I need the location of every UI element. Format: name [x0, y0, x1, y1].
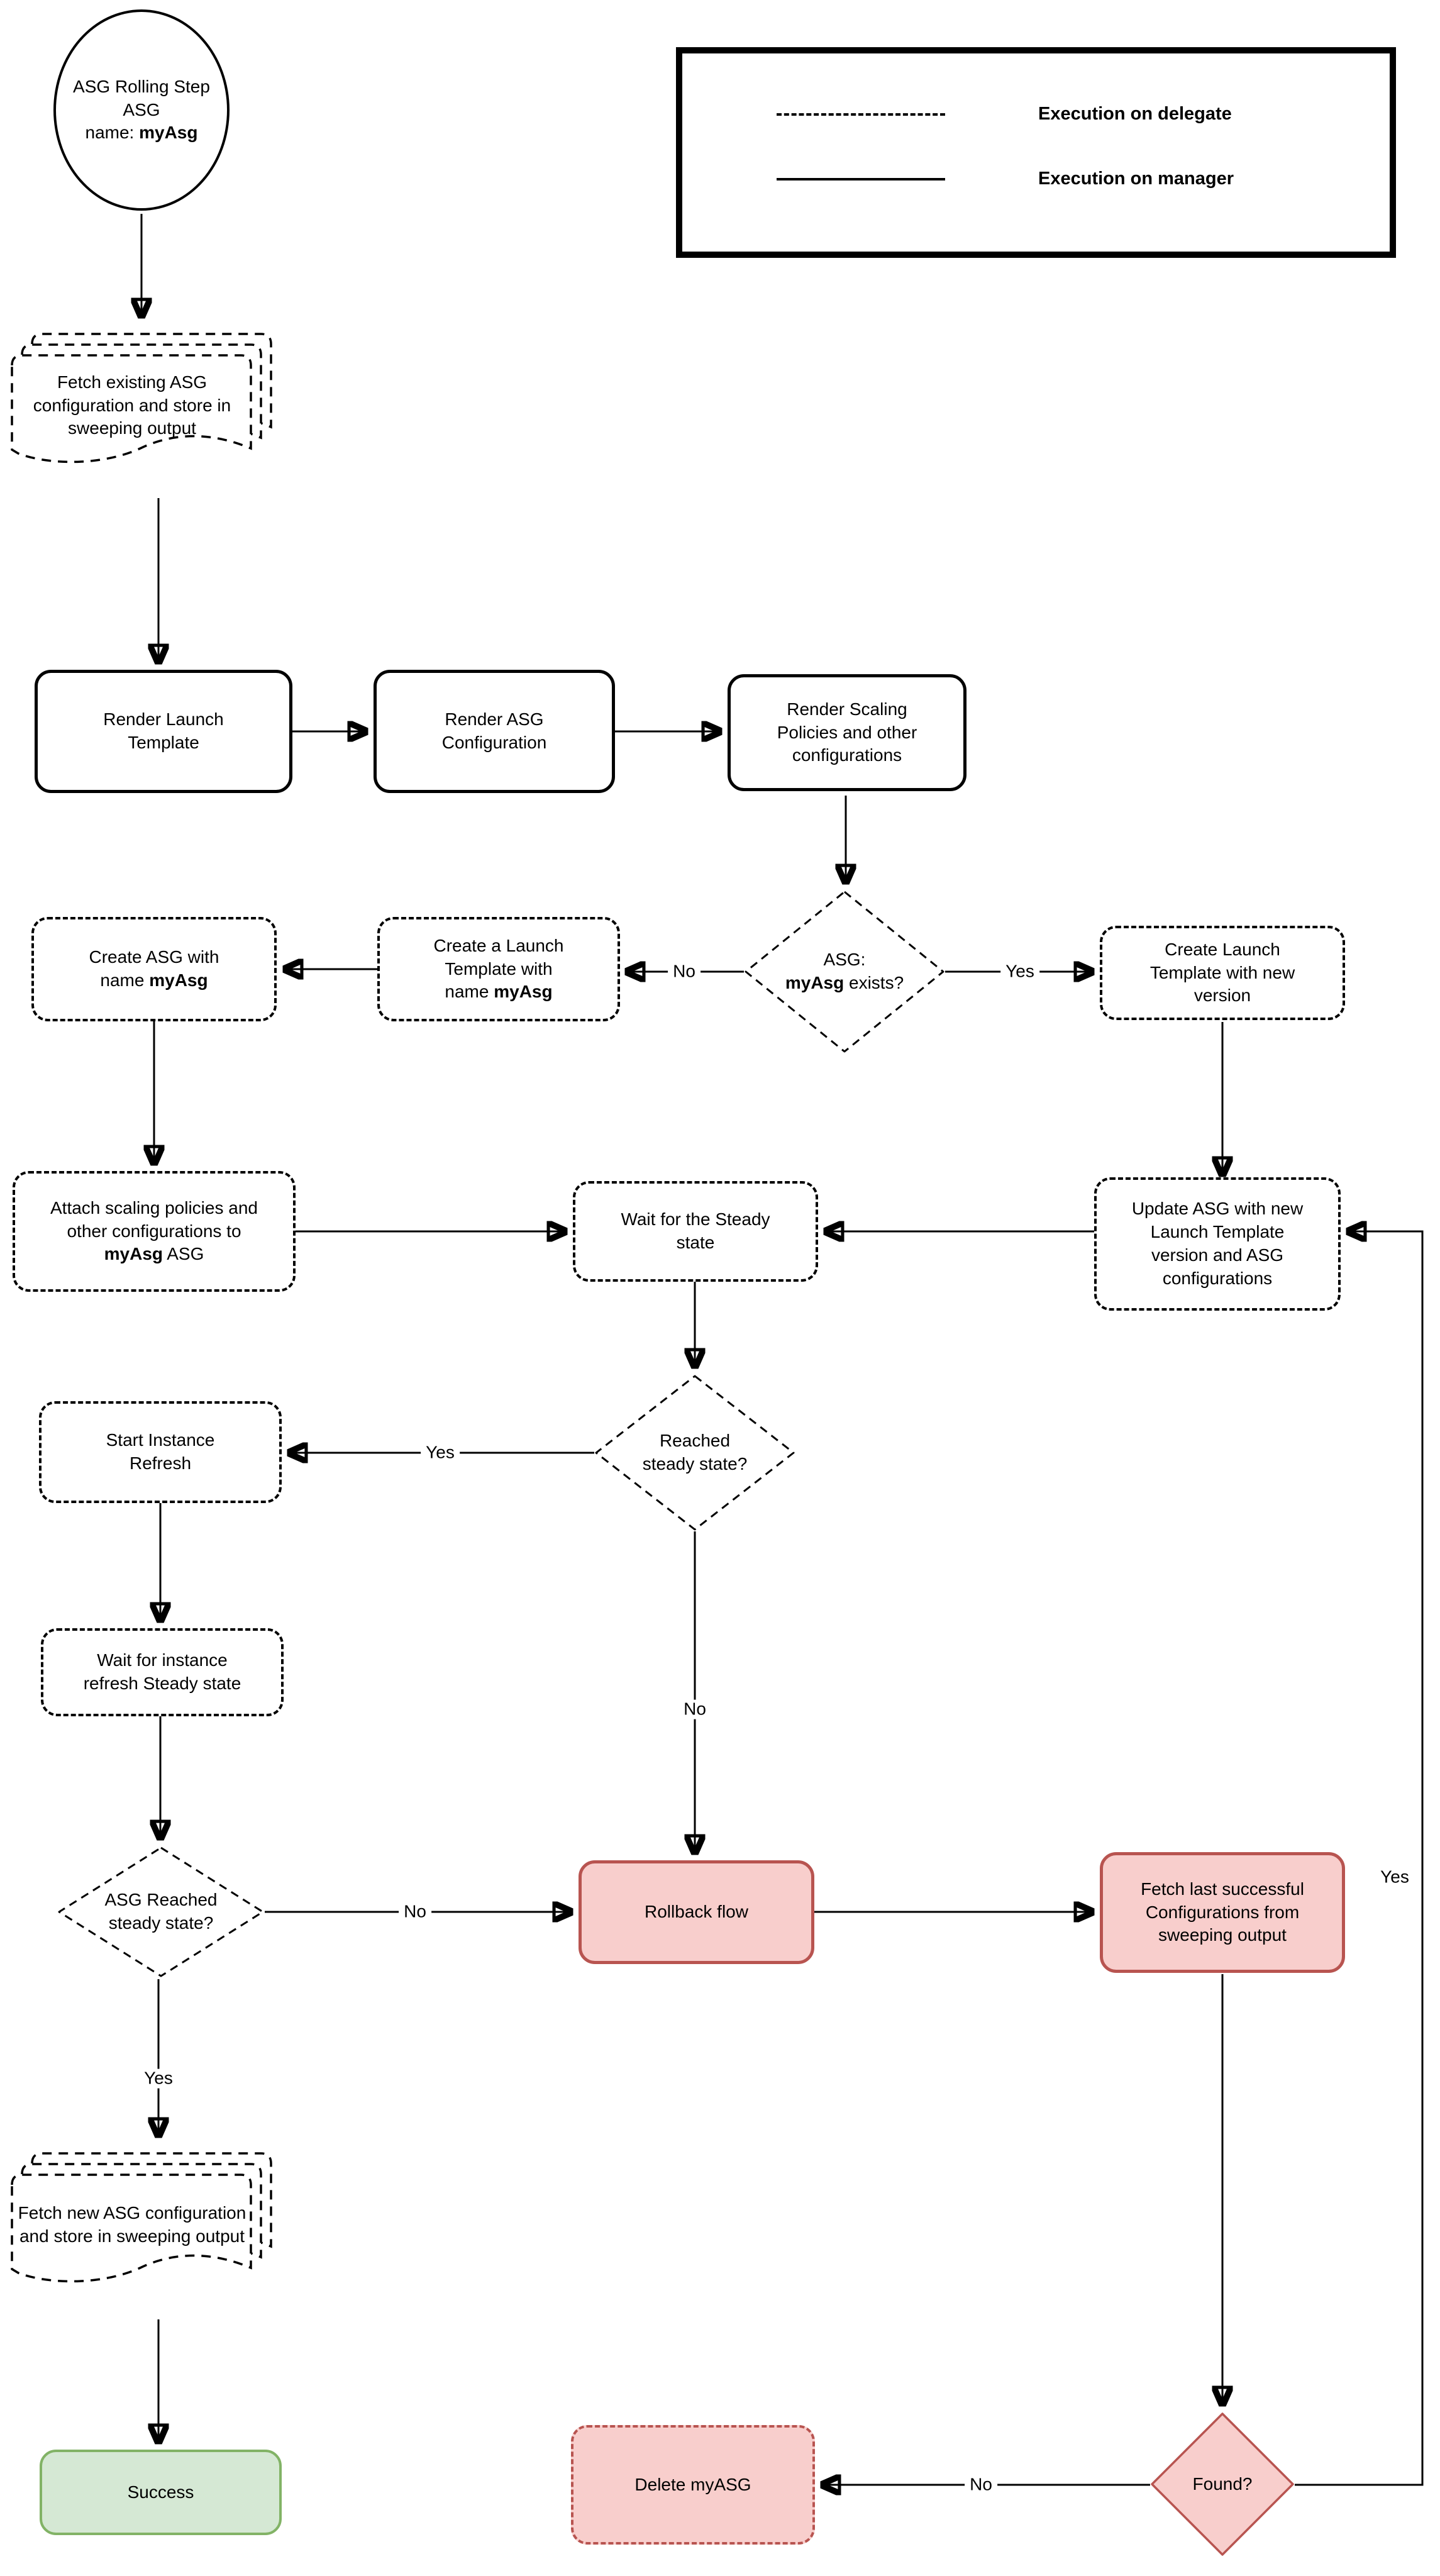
wait-instance-refresh-label: Wait for instance refresh Steady state — [83, 1650, 241, 1693]
attach-scaling-policies-label: Attach scaling policies and other configurations to myAsg ASG — [50, 1197, 258, 1264]
wait-instance-refresh-node — [41, 1628, 284, 1716]
start-instance-refresh-label: Start Instance Refresh — [106, 1430, 215, 1473]
edge-label-asg-reached-yes: Yes — [139, 2069, 178, 2089]
success-label: Success — [127, 2482, 194, 2502]
fetch-last-successful-label: Fetch last successful Configurations from sweeping output — [1141, 1879, 1304, 1945]
create-asg-node — [31, 917, 277, 1021]
rollback-flow-label: Rollback flow — [645, 1902, 748, 1922]
fetch-existing-asg-node — [9, 324, 283, 481]
render-launch-template-node — [35, 670, 292, 793]
create-launch-template-named-node — [377, 917, 620, 1021]
edge-label-found-no: No — [965, 2475, 997, 2495]
start-node — [53, 9, 230, 211]
wait-steady-state-node — [573, 1181, 818, 1282]
start-node-label: ASG Rolling Step ASG name: myAsg — [73, 76, 210, 143]
attach-scaling-policies-node — [13, 1171, 296, 1292]
legend — [676, 47, 1396, 258]
render-launch-template-label: Render Launch Template — [103, 709, 224, 752]
reached-steady-state-label: Reached steady state? — [642, 1431, 748, 1474]
asg-reached-steady-state-decision — [57, 1846, 265, 1978]
create-launch-template-new-version-label: Create Launch Template with new version — [1149, 939, 1295, 1006]
delete-myasg-node — [571, 2425, 815, 2545]
asg-exists-decision — [744, 890, 945, 1053]
render-scaling-policies-node — [728, 674, 966, 791]
edge-label-found-yes: Yes — [1375, 1868, 1414, 1887]
rollback-flow-node — [579, 1860, 814, 1964]
update-asg-label: Update ASG with new Launch Template version and ASG configurations — [1131, 1199, 1304, 1288]
render-scaling-policies-label: Render Scaling Policies and other configurations — [777, 699, 917, 765]
legend-row-manager — [777, 169, 1234, 189]
fetch-new-asg-label: Fetch new ASG configuration and store in sweeping output — [18, 2203, 246, 2246]
fetch-existing-asg-label: Fetch existing ASG configuration and store in sweeping output — [33, 372, 231, 438]
legend-solid-line-sample — [777, 178, 945, 180]
legend-row-delegate — [777, 104, 1232, 125]
update-asg-node — [1094, 1177, 1341, 1311]
success-node — [40, 2450, 282, 2535]
edge-label-reached-yes: Yes — [421, 1443, 460, 1463]
start-instance-refresh-node — [39, 1401, 282, 1503]
edge-label-asg-reached-no: No — [399, 1902, 431, 1922]
reached-steady-state-decision — [594, 1374, 795, 1531]
create-launch-template-new-version-node — [1100, 926, 1345, 1020]
render-asg-configuration-node — [374, 670, 615, 793]
fetch-new-asg-node — [9, 2143, 283, 2301]
legend-delegate-label: Execution on delegate — [1038, 104, 1232, 124]
create-launch-template-named-label: Create a Launch Template with name myAsg — [433, 935, 564, 1002]
wait-steady-state-label: Wait for the Steady state — [621, 1209, 770, 1252]
found-decision-label: Found? — [1192, 2473, 1253, 2494]
legend-manager-label: Execution on manager — [1038, 169, 1234, 189]
edge-label-asg-exists-no: No — [668, 962, 701, 982]
delete-myasg-label: Delete myASG — [634, 2474, 751, 2494]
edge-label-reached-no: No — [678, 1700, 711, 1719]
render-asg-configuration-label: Render ASG Configuration — [441, 709, 547, 752]
edge-label-asg-exists-yes: Yes — [1000, 962, 1039, 982]
fetch-last-successful-node — [1100, 1852, 1345, 1973]
create-asg-label: Create ASG with name myAsg — [89, 947, 219, 990]
found-decision — [1150, 2412, 1295, 2557]
asg-reached-steady-state-label: ASG Reached steady state? — [104, 1890, 218, 1933]
asg-exists-decision-label: ASG: myAsg exists? — [785, 950, 904, 992]
legend-dashed-line-sample — [777, 113, 945, 116]
